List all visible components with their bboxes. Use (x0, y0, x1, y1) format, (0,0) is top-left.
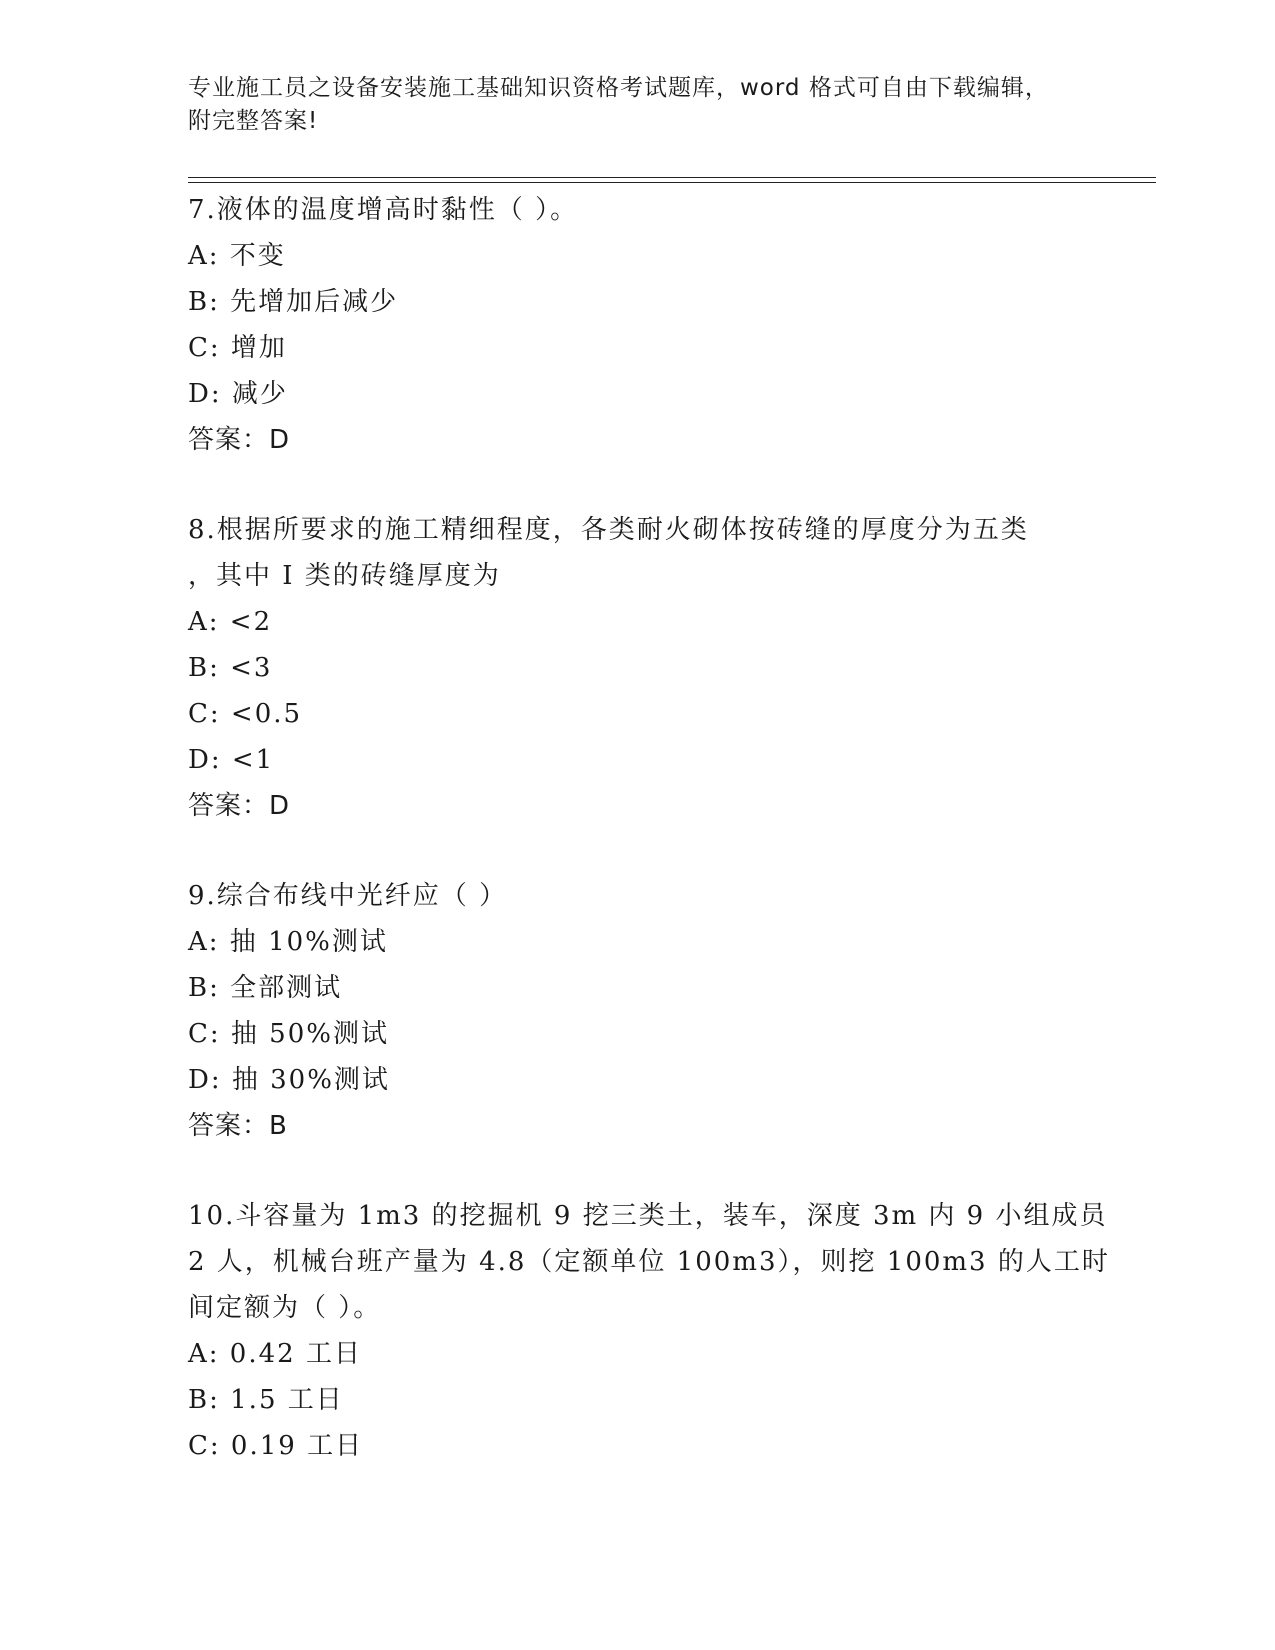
question-9 (188, 873, 1088, 1149)
option-d: D: 抽 30%测试 (188, 1065, 390, 1095)
question-spacer (188, 1149, 1088, 1193)
question-stem-continued: 间定额为（ ）。 (188, 1293, 382, 1323)
question-stem-continued: ，其中 I 类的砖缝厚度为 (188, 561, 501, 591)
question-stem: 10.斗容量为 1m3 的挖掘机 9 挖三类土，装车，深度 3m 内 9 小组成员 (188, 1201, 1108, 1231)
option-c: C: 0.19 工日 (188, 1431, 364, 1461)
option-b: B: <3 (188, 653, 273, 683)
question-8 (188, 507, 1088, 829)
option-c: C: <0.5 (188, 699, 303, 729)
option-a: A: 不变 (188, 241, 286, 271)
option-a: A: 0.42 工日 (188, 1339, 362, 1369)
answer: 答案：D (188, 425, 291, 455)
option-d: D: <1 (188, 745, 275, 775)
option-d: D: 减少 (188, 379, 288, 409)
header-line-2: 附完整答案! (188, 108, 319, 134)
option-c: C: 抽 50%测试 (188, 1019, 389, 1049)
question-stem: 7.液体的温度增高时黏性（ ）。 (188, 195, 579, 225)
answer: 答案：B (188, 1111, 288, 1141)
question-stem: 9.综合布线中光纤应（ ） (188, 881, 508, 911)
question-spacer (188, 829, 1088, 873)
question-spacer (188, 463, 1088, 507)
question-10 (188, 1193, 1110, 1469)
header-divider-top (188, 177, 1156, 178)
question-list (188, 187, 1110, 1469)
answer: 答案：D (188, 791, 291, 821)
question-stem-continued: 2 人，机械台班产量为 4.8（定额单位 100m3），则挖 100m3 的人工时 (188, 1247, 1110, 1277)
option-a: A: 抽 10%测试 (188, 927, 388, 957)
question-7 (188, 187, 1088, 463)
option-b: B: 先增加后减少 (188, 287, 399, 317)
header-divider-bottom (188, 182, 1156, 183)
option-c: C: 增加 (188, 333, 287, 363)
option-a: A: <2 (188, 607, 273, 637)
option-b: B: 全部测试 (188, 973, 343, 1003)
question-stem: 8.根据所要求的施工精细程度，各类耐火砌体按砖缝的厚度分为五类 (188, 515, 1029, 545)
header-line-1: 专业施工员之设备安装施工基础知识资格考试题库，word 格式可自由下载编辑， (188, 75, 1049, 101)
option-b: B: 1.5 工日 (188, 1385, 344, 1415)
document-header (188, 72, 1068, 138)
